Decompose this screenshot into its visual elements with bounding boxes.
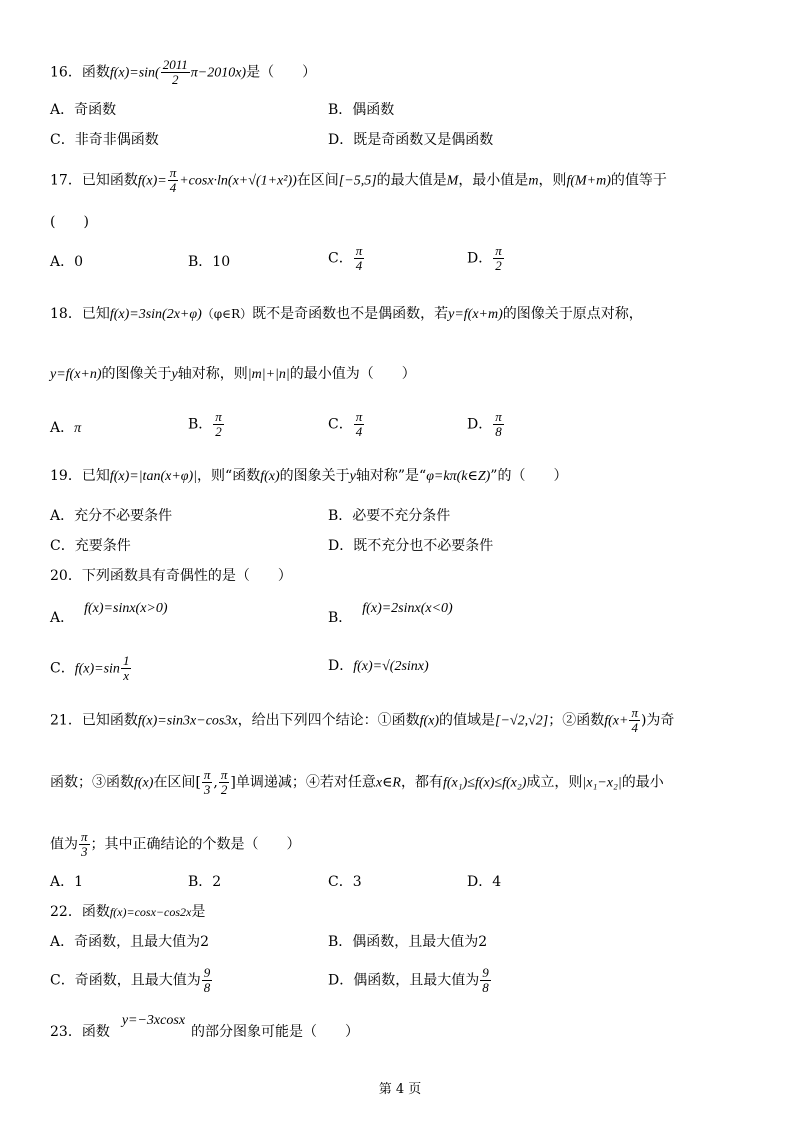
q21-option-b[interactable]: B．2	[188, 874, 222, 890]
q16-option-d[interactable]: D．既是奇函数又是偶函数	[328, 132, 494, 148]
q22-option-d[interactable]: D．偶函数，且最大值为 $\frac{9}{8}$	[328, 965, 489, 995]
q21-option-a[interactable]: A．1	[50, 874, 84, 890]
q22-option-a[interactable]: A．奇函数，且最大值为2	[50, 934, 210, 950]
q17-stem: 17．已知函数f(x)= $\frac{\pi}{4}$ +cosx·ln(x+√(1+x²))在区间[−5,5]的最大值是M，最小值是m，则f(M+m)的值等于	[50, 165, 667, 195]
q21-stem-line2: 函数；③函数f(x)在区间[ $\frac{\pi}{3}$ , $\frac{\pi}{2}$ ]单调递减；④若对任意x∈R，都有f(x₁)≤f(x)≤f(x₂)成立，则|x₁−x₂|的最小	[50, 767, 664, 797]
page-number: 第 4 页	[378, 1082, 422, 1097]
q18-stem-line2: y=f(x+n)的图像关于y轴对称，则|m|+|n|的最小值为（ ）	[50, 366, 416, 382]
q16-fraction: $\frac{2011}{2}$	[162, 57, 188, 87]
q19-option-c[interactable]: C．充要条件	[50, 538, 131, 554]
q18-option-c[interactable]: C． $\frac{\pi}{4}$	[328, 409, 363, 439]
q17-option-d[interactable]: D． $\frac{\pi}{2}$	[467, 243, 502, 273]
q16-option-b[interactable]: B．偶函数	[328, 102, 395, 118]
q21-stem: 21．已知函数f(x)=sin3x−cos3x，给出下列四个结论：①函数f(x)的值域是[−√2,√2]；②函数f(x+ $\frac{\pi}{4}$ )为奇	[50, 705, 675, 735]
q19-option-d[interactable]: D．既不充分也不必要条件	[328, 538, 494, 554]
q16-option-c[interactable]: C．非奇非偶函数	[50, 132, 159, 148]
q20-option-c[interactable]: C．f(x)=sin $\frac{1}{x}$	[50, 653, 130, 683]
q18-option-b[interactable]: B． $\frac{\pi}{2}$	[188, 409, 222, 439]
q18-stem: 18．已知f(x)=3sin(2x+φ)（φ∈R）既不是奇函数也不是偶函数，若y=f(x+m)的图像关于原点对称，	[50, 306, 643, 322]
q22-option-c[interactable]: C．奇函数，且最大值为 $\frac{9}{8}$	[50, 965, 211, 995]
q19-option-a[interactable]: A．充分不必要条件	[50, 508, 173, 524]
q17-option-b[interactable]: B．10	[188, 254, 231, 270]
q21-option-d[interactable]: D．4	[467, 874, 502, 890]
q19-stem: 19．已知f(x)=|tan(x+φ)|，则“函数f(x)的图象关于y轴对称”是“φ=kπ(k∈Z)”的（ ）	[50, 468, 568, 484]
q20-option-a[interactable]: A．f(x)=sinx(x>0)	[50, 601, 168, 626]
q20-option-b[interactable]: B．f(x)=2sinx(x<0)	[328, 601, 453, 626]
q20-option-d[interactable]: D．f(x)=√(2sinx)	[328, 658, 429, 674]
q16-stem: 16．函数f(x)=sin( $\frac{2011}{2}$ π−2010x)是（ ）	[50, 57, 317, 87]
q17-option-a[interactable]: A．0	[50, 254, 84, 270]
q18-option-d[interactable]: D． $\frac{\pi}{8}$	[467, 409, 502, 439]
q17-paren: ( )	[50, 214, 89, 230]
q16-option-a[interactable]: A．奇函数	[50, 102, 117, 118]
q20-stem: 20．下列函数具有奇偶性的是（ ）	[50, 568, 292, 584]
q22-stem: 22．函数f(x)=cosx−cos2x是	[50, 904, 206, 920]
q21-option-c[interactable]: C．3	[328, 874, 362, 890]
q21-stem-line3: 值为 $\frac{\pi}{3}$ ；其中正确结论的个数是（ ）	[50, 829, 301, 859]
q17-option-c[interactable]: C． $\frac{\pi}{4}$	[328, 243, 363, 273]
q18-option-a[interactable]: A．π	[50, 420, 82, 436]
q23-stem: 23．函数y=−3xcosx的部分图象可能是（ ）	[50, 1013, 360, 1040]
q22-option-b[interactable]: B．偶函数，且最大值为2	[328, 934, 488, 950]
q19-option-b[interactable]: B．必要不充分条件	[328, 508, 451, 524]
